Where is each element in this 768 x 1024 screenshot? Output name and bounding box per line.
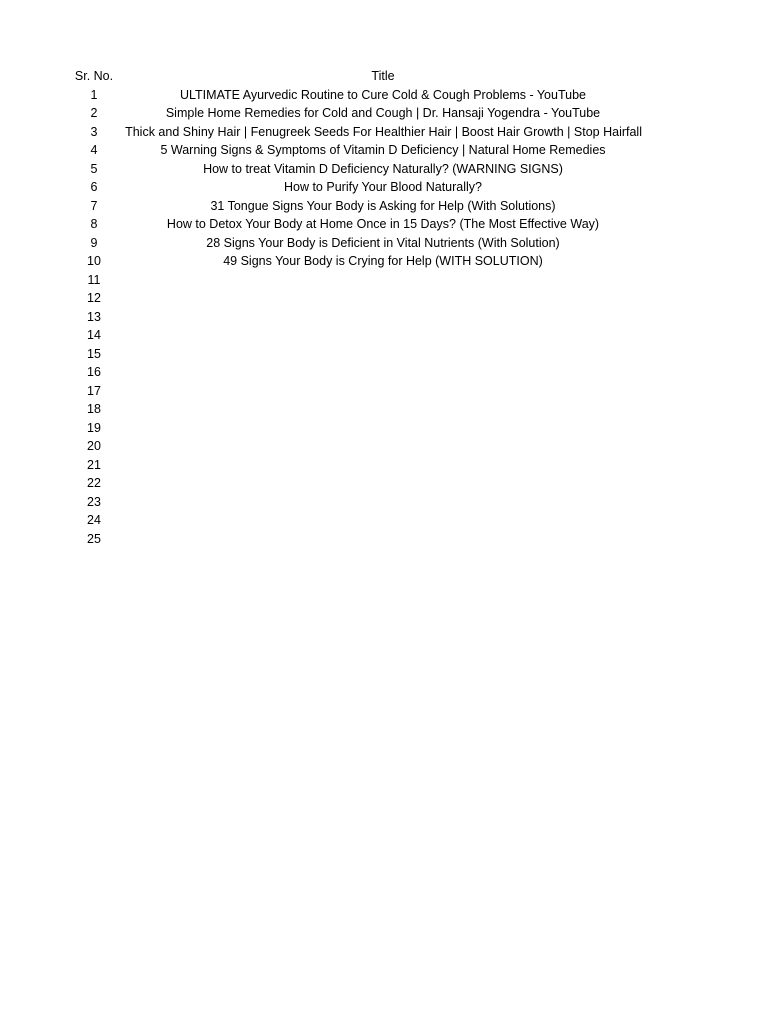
table-row	[0, 308, 768, 327]
table-row	[0, 289, 768, 308]
table-row	[0, 530, 768, 549]
table-row	[0, 456, 768, 475]
row-number: 5	[90, 161, 98, 176]
table-row	[0, 86, 768, 105]
table-row	[0, 474, 768, 493]
row-number: 2	[90, 106, 98, 120]
table-row	[0, 234, 768, 253]
row-number: 14	[87, 328, 101, 342]
table-row	[0, 419, 768, 438]
row-number: 4	[90, 143, 98, 157]
row-number: 10	[87, 254, 101, 268]
row-title: How to treat Vitamin D Deficiency Naturally? (WARNING SIGNS)	[203, 161, 563, 176]
table-row	[0, 104, 768, 123]
row-title: How to Purify Your Blood Naturally?	[283, 180, 483, 194]
row-title: 5 Warning Signs & Symptoms of Vitamin D Deficiency | Natural Home Remedies	[160, 143, 606, 157]
table-row	[0, 363, 768, 382]
row-title: ULTIMATE Ayurvedic Routine to Cure Cold & Cough Problems - YouTube	[180, 87, 586, 102]
table-row	[0, 123, 768, 142]
row-number: 19	[87, 420, 101, 435]
row-number: 25	[87, 531, 101, 546]
table-row	[0, 437, 768, 456]
row-title: Simple Home Remedies for Cold and Cough | Dr. Hansaji Yogendra - YouTube	[165, 106, 601, 120]
table-row	[0, 141, 768, 160]
row-number: 9	[90, 235, 98, 250]
table-row	[0, 215, 768, 234]
row-number: 11	[87, 272, 101, 287]
row-title-text: Thick and Shiny Hair | Fenugreek Seeds For Healthier Hair | Boost Hair Growth | Stop Hairfall	[125, 124, 642, 139]
title-table	[0, 67, 768, 548]
row-number: 20	[87, 439, 101, 453]
row-title	[124, 123, 642, 142]
table-row	[0, 493, 768, 512]
table-row	[0, 160, 768, 179]
table-row	[0, 382, 768, 401]
row-number: 12	[87, 291, 101, 305]
table-row	[0, 511, 768, 530]
row-number: 16	[87, 365, 101, 379]
row-number: 7	[90, 198, 98, 213]
row-number: 17	[87, 383, 101, 398]
row-title: 49 Signs Your Body is Crying for Help (WITH SOLUTION)	[223, 254, 543, 268]
row-number: 24	[87, 513, 101, 527]
title-header: Title	[371, 69, 395, 83]
row-title: 31 Tongue Signs Your Body is Asking for Help (With Solutions)	[210, 198, 556, 213]
row-title: 28 Signs Your Body is Deficient in Vital Nutrients (With Solution)	[206, 235, 560, 250]
header-row	[0, 67, 768, 86]
table-row	[0, 400, 768, 419]
table-row	[0, 326, 768, 345]
row-title: How to Detox Your Body at Home Once in 15 Days? (The Most Effective Way)	[166, 217, 600, 231]
row-number: 21	[87, 457, 101, 472]
row-number: 1	[90, 87, 98, 102]
row-number: 8	[90, 217, 98, 231]
sr-no-header: Sr. No.	[74, 69, 114, 83]
table-row	[0, 252, 768, 271]
row-number: 13	[87, 309, 101, 324]
table-row	[0, 197, 768, 216]
row-number: 23	[87, 494, 101, 509]
table-row	[0, 345, 768, 364]
table-row	[0, 271, 768, 290]
row-number: 6	[90, 180, 98, 194]
row-number: 15	[87, 346, 101, 361]
row-number: 22	[87, 476, 101, 490]
row-number: 3	[90, 124, 98, 139]
table-row	[0, 178, 768, 197]
row-number: 18	[87, 402, 101, 416]
